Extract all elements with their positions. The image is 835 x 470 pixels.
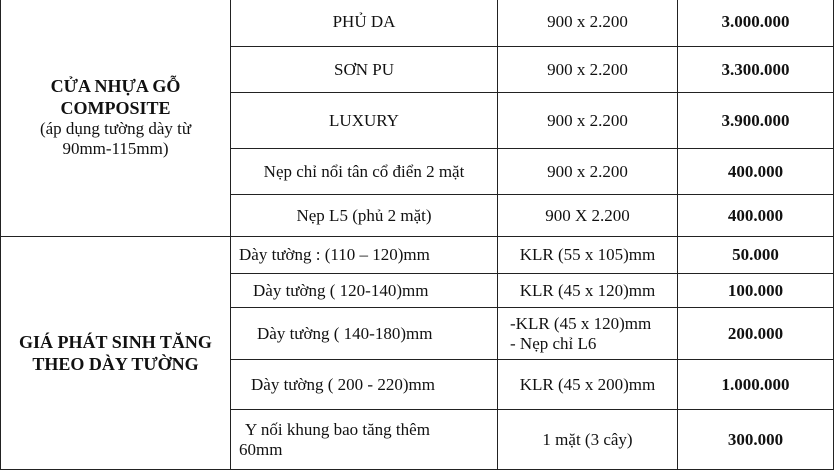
group-cell-wall-thickness (1, 237, 231, 470)
extra-price: 1.000.000 (678, 360, 834, 410)
extra-price: 200.000 (678, 308, 834, 360)
product-size: 900 x 2.200 (498, 149, 678, 195)
extra-price: 100.000 (678, 274, 834, 308)
product-size: 900 x 2.200 (498, 93, 678, 149)
extra-price: 300.000 (678, 410, 834, 470)
table-row (1, 0, 834, 47)
frame-extension-line2: 60mm (239, 439, 283, 459)
product-price: 400.000 (678, 149, 834, 195)
wall-thickness: Dày tường : (110 – 120)mm (231, 237, 498, 274)
group-note-line1: (áp dụng tường dày từ (39, 118, 192, 138)
group-title-line2: COMPOSITE (60, 97, 171, 118)
product-name: LUXURY (231, 93, 498, 149)
group-cell-composite-door (1, 0, 231, 237)
product-price: 3.900.000 (678, 93, 834, 149)
wall-thickness: Dày tường ( 120-140)mm (231, 274, 498, 308)
wall-thickness: Dày tường ( 200 - 220)mm (231, 360, 498, 410)
group-title-line1: GIÁ PHÁT SINH TĂNG (19, 332, 212, 352)
frame-size: KLR (45 x 120)mm (498, 274, 678, 308)
frame-size-line2: - Nẹp chỉ L6 (510, 333, 597, 353)
wall-thickness: Dày tường ( 140-180)mm (231, 308, 498, 360)
frame-size (498, 308, 678, 360)
group-note-line2: 90mm-115mm) (62, 138, 169, 158)
product-name: PHỦ DA (231, 0, 498, 47)
group-title-line1: CỬA NHỰA GỖ (50, 75, 181, 96)
frame-extension (231, 410, 498, 470)
frame-size: KLR (45 x 200)mm (498, 360, 678, 410)
frame-size: 1 mặt (3 cây) (498, 410, 678, 470)
extra-price: 50.000 (678, 237, 834, 274)
product-name: Nẹp L5 (phủ 2 mặt) (231, 195, 498, 237)
product-size: 900 x 2.200 (498, 0, 678, 47)
frame-extension-line1: Y nối khung bao tăng thêm (245, 419, 430, 439)
frame-size-line1: -KLR (45 x 120)mm (510, 313, 652, 333)
product-name: SƠN PU (231, 47, 498, 93)
product-price: 3.300.000 (678, 47, 834, 93)
frame-size: KLR (55 x 105)mm (498, 237, 678, 274)
product-name: Nẹp chỉ nổi tân cổ điển 2 mặt (231, 149, 498, 195)
table-row (1, 237, 834, 274)
product-size: 900 x 2.200 (498, 47, 678, 93)
group-title-line2: THEO DÀY TƯỜNG (32, 354, 199, 374)
product-size: 900 X 2.200 (498, 195, 678, 237)
product-price: 400.000 (678, 195, 834, 237)
product-price: 3.000.000 (678, 0, 834, 47)
